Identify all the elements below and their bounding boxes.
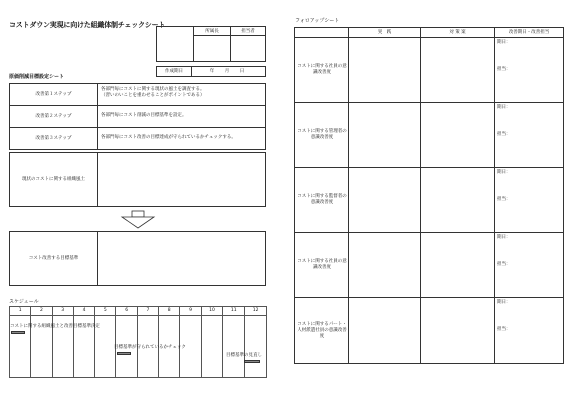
step-3-label: 改善第３ステップ <box>35 135 72 141</box>
row-1-deadline: 期日： <box>497 40 511 45</box>
task-2-label: 目標基準が守られているかチェック <box>114 345 186 350</box>
date-row <box>156 66 266 77</box>
step-3-text: 各部門毎にコスト改善の目標達成が守られているかチェックする。 <box>101 135 236 140</box>
month-4: 4 <box>73 307 94 316</box>
date-label: 作成期日 <box>165 68 183 74</box>
month-6: 6 <box>116 307 137 316</box>
schedule-table <box>9 306 267 378</box>
target-standard-box <box>9 231 266 286</box>
row-5-label: コストに関するパート・人材派遣社員の意識改善度 <box>297 321 347 339</box>
step-2-label: 改善第２ステップ <box>35 113 72 119</box>
task-3-label: 目標基準の見直し <box>226 353 262 358</box>
month-10: 10 <box>201 307 223 316</box>
followup-title: フォロアップシート <box>295 18 340 24</box>
down-arrow-icon <box>120 210 156 230</box>
header-countermeasure: 対 策 案 <box>449 29 466 35</box>
task-1-bar <box>11 331 25 334</box>
month-9: 9 <box>180 307 201 316</box>
row-1-owner: 担当： <box>497 67 511 72</box>
month-8: 8 <box>159 307 180 316</box>
row-3-deadline: 期日： <box>497 170 511 175</box>
row-2-owner: 担当： <box>497 132 511 137</box>
target-standard-label: コスト改善する目標基準 <box>28 255 79 261</box>
current-culture-label: 現状のコストに関する組織風土 <box>22 176 85 182</box>
section-title: 原価削減目標設定シート <box>9 74 65 80</box>
step-1-label: 改善第１ステップ <box>35 91 72 97</box>
task-1-label: コストに関する組織風土と改善目標基準決定 <box>10 324 100 329</box>
task-3-bar <box>244 360 260 363</box>
schedule-title: スケジュール <box>9 299 39 305</box>
header-deadline-owner: 改善期日・改善担当 <box>508 29 550 35</box>
task-2-bar <box>117 352 131 355</box>
row-2-label: コストに関する管理者の意識改善度 <box>297 129 347 140</box>
row-3-owner: 担当： <box>497 197 511 202</box>
row-5-deadline: 期日： <box>497 300 511 305</box>
month-12: 12 <box>245 307 267 316</box>
date-value: 年 月 日 <box>209 68 248 74</box>
approval-table <box>156 26 266 62</box>
row-3-label: コストに関する監督者の意識改善度 <box>297 194 347 205</box>
row-2-deadline: 期日： <box>497 105 511 110</box>
month-3: 3 <box>52 307 73 316</box>
row-5-owner: 担当： <box>497 327 511 332</box>
row-1-label: コストに関する社員の意識改善度 <box>297 64 347 75</box>
step-2-text: 各部門毎にコスト削減の目標基準を設定。 <box>101 113 187 118</box>
step-1-text: 各部門毎にコストに関する現状の風土を調査する。 （習いのいことを重わせることがポイントである） <box>101 87 205 98</box>
row-4-owner: 担当： <box>497 262 511 267</box>
month-5: 5 <box>95 307 116 316</box>
month-2: 2 <box>31 307 52 316</box>
approval-head-staff: 担当者 <box>241 28 255 34</box>
page-title: コストダウン実現に向けた組織体制チェックシート <box>9 21 166 29</box>
approval-head-manager: 所属長 <box>205 28 219 34</box>
month-11: 11 <box>223 307 245 316</box>
row-4-deadline: 期日： <box>497 235 511 240</box>
month-1: 1 <box>10 307 31 316</box>
current-culture-box <box>9 152 266 207</box>
row-4-label: コストに関する社員の意識改善度 <box>297 259 347 270</box>
followup-table <box>294 27 564 364</box>
month-7: 7 <box>137 307 158 316</box>
steps-table <box>9 83 266 150</box>
header-practice: 実 践 <box>377 29 392 35</box>
